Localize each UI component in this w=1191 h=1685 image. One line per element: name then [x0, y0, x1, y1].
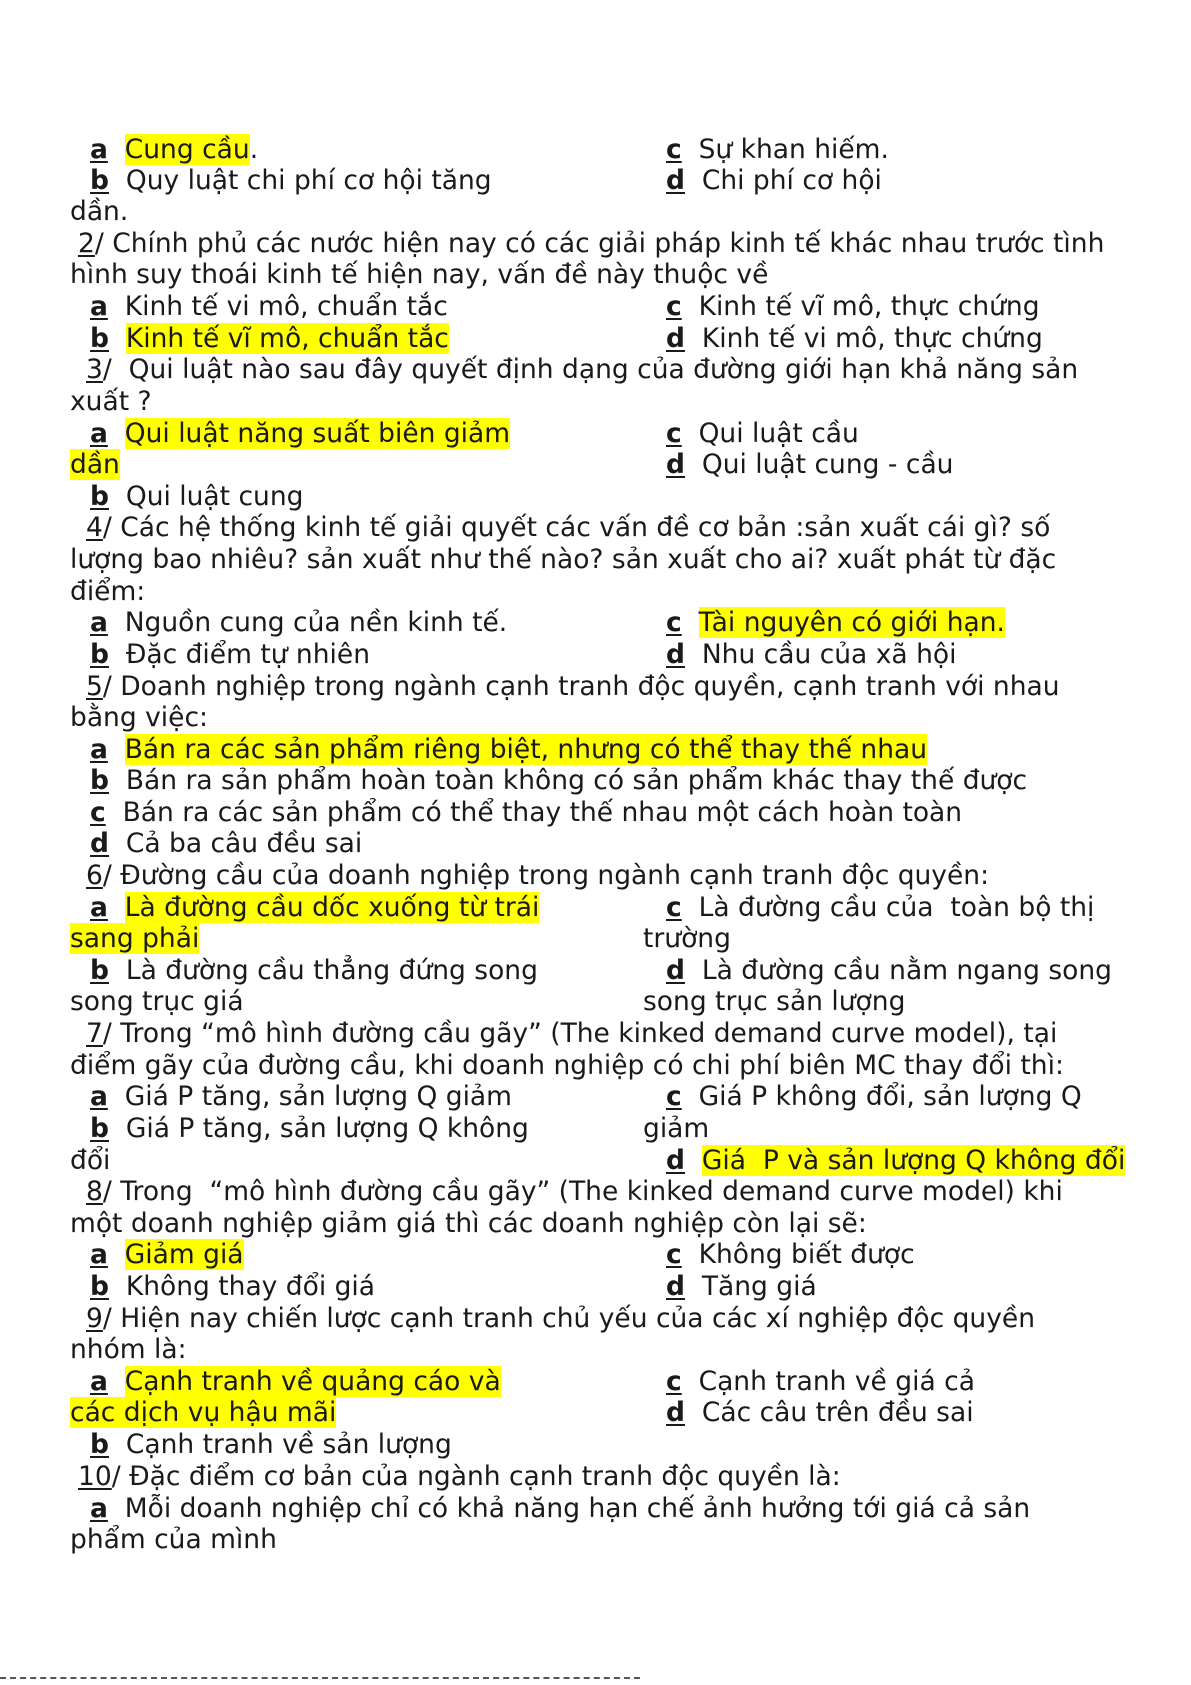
text-span: / Đặc điểm cơ bản của ngành cạnh tranh độc quyền là: — [111, 1461, 841, 1492]
text-span — [108, 418, 125, 449]
text-span: / Các hệ thống kinh tế giải quyết các vấn đề cơ bản :sản xuất cái gì? số — [102, 512, 1051, 543]
question-number: 2 — [78, 228, 95, 259]
question-number: 10 — [78, 1461, 112, 1492]
text-span: Không biết được — [681, 1239, 915, 1270]
option-letter: a — [90, 607, 108, 638]
highlighted-answer: các dịch vụ hậu mãi — [70, 1397, 337, 1428]
option-letter: a — [90, 1081, 108, 1112]
text-span: song trục giá — [70, 986, 244, 1017]
text-span: bằng việc: — [70, 702, 208, 733]
text-span: / Đường cầu của doanh nghiệp trong ngành cạnh tranh độc quyền: — [102, 860, 990, 891]
option-letter: a — [90, 1366, 108, 1397]
highlighted-answer: Qui luật năng suất biên giảm — [124, 418, 511, 449]
text-line — [90, 828, 362, 860]
text-line — [643, 1113, 709, 1145]
text-span: Sự khan hiếm. — [681, 134, 889, 165]
text-line — [90, 797, 962, 829]
text-line — [666, 418, 859, 450]
text-line — [90, 1493, 1030, 1525]
text-span: Kinh tế vi mô, chuẩn tắc — [107, 291, 448, 322]
text-line — [70, 1334, 187, 1366]
text-line — [90, 291, 448, 323]
text-span: Giá P tăng, sản lượng Q không — [108, 1113, 529, 1144]
text-span: Giá P không đổi, sản lượng Q — [681, 1081, 1082, 1112]
text-line — [643, 986, 905, 1018]
text-line — [70, 986, 244, 1018]
text-span: Không thay đổi giá — [108, 1271, 376, 1302]
option-letter: c — [666, 892, 682, 923]
text-span: Các câu trên đều sai — [684, 1397, 974, 1428]
text-line — [86, 1176, 1063, 1208]
text-span: Nguồn cung của nền kinh tế. — [107, 607, 508, 638]
text-line — [90, 734, 927, 766]
option-letter: a — [90, 892, 108, 923]
text-span: phẩm của mình — [70, 1524, 277, 1555]
text-line — [70, 449, 120, 481]
text-span: / Doanh nghiệp trong ngành cạnh tranh độc quyền, cạnh tranh với nhau — [102, 671, 1060, 702]
text-span: Chi phí cơ hội — [684, 165, 882, 196]
text-span: Là đường cầu thẳng đứng song — [108, 955, 538, 986]
highlighted-answer: Kinh tế vĩ mô, chuẩn tắc — [125, 323, 449, 354]
text-span: Cạnh tranh về giá cả — [681, 1366, 975, 1397]
option-letter: a — [90, 734, 108, 765]
text-span — [108, 134, 125, 165]
option-letter: d — [666, 1145, 685, 1176]
text-line — [666, 134, 889, 166]
option-letter: b — [90, 1113, 109, 1144]
text-span: Kinh tế vĩ mô, thực chứng — [681, 291, 1040, 322]
text-line — [666, 449, 953, 481]
text-span: / Chính phủ các nước hiện nay có các giải pháp kinh tế khác nhau trước tình — [94, 228, 1105, 259]
text-span: / Trong “mô hình đường cầu gãy” (The kinked demand curve model) khi — [102, 1176, 1063, 1207]
option-letter: b — [90, 765, 109, 796]
text-line — [90, 1113, 529, 1145]
option-letter: d — [666, 639, 685, 670]
text-line — [78, 228, 1104, 260]
text-line — [70, 544, 1056, 576]
option-letter: d — [666, 1397, 685, 1428]
text-line — [70, 1208, 867, 1240]
text-span — [108, 892, 125, 923]
text-line — [666, 165, 882, 197]
option-letter: b — [90, 1429, 109, 1460]
question-number: 6 — [86, 860, 103, 891]
text-span: Tăng giá — [684, 1271, 817, 1302]
text-line — [70, 923, 199, 955]
question-number: 7 — [86, 1018, 103, 1049]
text-span — [108, 1366, 125, 1397]
text-line — [90, 955, 538, 987]
text-span: Là đường cầu của toàn bộ thị — [681, 892, 1095, 923]
text-span — [108, 1239, 125, 1270]
text-line — [86, 671, 1060, 703]
text-line — [90, 892, 539, 924]
text-line — [90, 639, 370, 671]
option-letter: c — [666, 134, 682, 165]
text-line — [70, 1397, 336, 1429]
text-line — [90, 607, 507, 639]
text-line — [86, 512, 1050, 544]
option-letter: a — [90, 1493, 108, 1524]
option-letter: d — [666, 323, 685, 354]
text-line — [666, 1239, 915, 1271]
option-letter: c — [666, 1239, 682, 1270]
highlighted-answer: Cung cầu — [124, 134, 250, 165]
text-span: điểm gãy của đường cầu, khi doanh nghiệp có chi phí biên MC thay đổi thì: — [70, 1050, 1064, 1081]
text-line — [86, 1018, 1057, 1050]
text-span: dần. — [70, 196, 129, 227]
option-letter: d — [666, 1271, 685, 1302]
text-line — [666, 1397, 974, 1429]
text-line — [90, 1081, 512, 1113]
text-span: Kinh tế vi mô, thực chứng — [684, 323, 1043, 354]
text-span: / Trong “mô hình đường cầu gãy” (The kinked demand curve model), tại — [102, 1018, 1058, 1049]
text-line — [90, 165, 492, 197]
option-letter: a — [90, 134, 108, 165]
text-line — [90, 481, 303, 513]
highlighted-answer: Tài nguyên có giới hạn. — [698, 607, 1005, 638]
option-letter: d — [666, 165, 685, 196]
text-span: Cạnh tranh về sản lượng — [108, 1429, 452, 1460]
text-span: song trục sản lượng — [643, 986, 906, 1017]
text-line — [90, 134, 258, 166]
text-line — [90, 1239, 244, 1271]
text-line — [643, 923, 731, 955]
option-letter: b — [90, 955, 109, 986]
text-span — [109, 323, 126, 354]
question-number: 3 — [86, 354, 103, 385]
text-line — [666, 1366, 975, 1398]
text-line — [70, 576, 145, 608]
question-number: 5 — [86, 671, 103, 702]
text-span: Qui luật cung - cầu — [684, 449, 954, 480]
text-span: / Hiện nay chiến lược cạnh tranh chủ yếu của các xí nghiệp độc quyền — [102, 1303, 1035, 1334]
option-letter: a — [90, 418, 108, 449]
text-line — [90, 1366, 501, 1398]
text-span: Giá P tăng, sản lượng Q giảm — [107, 1081, 512, 1112]
option-letter: c — [666, 607, 682, 638]
text-line — [666, 291, 1040, 323]
question-number: 9 — [86, 1303, 103, 1334]
text-span: nhóm là: — [70, 1334, 187, 1365]
text-line — [90, 1429, 452, 1461]
text-line — [86, 1303, 1035, 1335]
text-line — [86, 354, 1078, 386]
text-span: Đặc điểm tự nhiên — [108, 639, 370, 670]
text-span: giảm — [643, 1113, 710, 1144]
option-letter: d — [666, 955, 685, 986]
option-letter: c — [666, 418, 682, 449]
option-letter: b — [90, 1271, 109, 1302]
text-span: Cả ba câu đều sai — [108, 828, 363, 859]
text-span — [682, 607, 699, 638]
highlighted-answer: Cạnh tranh về quảng cáo và — [124, 1366, 501, 1397]
text-span: Bán ra các sản phẩm có thể thay thế nhau một cách hoàn toàn — [105, 797, 963, 828]
text-line — [86, 860, 989, 892]
text-line — [666, 639, 956, 671]
option-letter: d — [666, 449, 685, 480]
text-line — [666, 1271, 817, 1303]
text-line — [90, 1271, 375, 1303]
text-span: đổi — [70, 1145, 111, 1176]
text-span: Bán ra sản phẩm hoàn toàn không có sản phẩm khác thay thế được — [108, 765, 1028, 796]
option-letter: c — [666, 291, 682, 322]
highlighted-answer: Giá P và sản lượng Q không đổi — [701, 1145, 1126, 1176]
option-letter: b — [90, 323, 109, 354]
text-span: Quy luật chi phí cơ hội tăng — [108, 165, 492, 196]
text-span: Qui luật cầu — [681, 418, 859, 449]
text-span — [685, 1145, 702, 1176]
text-span — [108, 734, 125, 765]
text-span: Qui luật cung — [108, 481, 304, 512]
highlighted-answer: dần — [70, 449, 120, 480]
page-bottom-rule — [0, 1677, 640, 1679]
option-letter: a — [90, 291, 108, 322]
option-letter: a — [90, 1239, 108, 1270]
text-line — [90, 765, 1027, 797]
highlighted-answer: Bán ra các sản phẩm riêng biệt, nhưng có thể thay thế nhau — [124, 734, 928, 765]
option-letter: d — [90, 828, 109, 859]
highlighted-answer: Là đường cầu dốc xuống từ trái — [124, 892, 540, 923]
text-span: Nhu cầu của xã hội — [684, 639, 957, 670]
text-span: Là đường cầu nằm ngang song — [684, 955, 1112, 986]
option-letter: c — [666, 1366, 682, 1397]
text-span: hình suy thoái kinh tế hiện nay, vấn đề này thuộc về — [70, 259, 769, 290]
option-letter: c — [90, 797, 106, 828]
option-letter: b — [90, 639, 109, 670]
question-number: 8 — [86, 1176, 103, 1207]
text-line — [78, 1461, 841, 1493]
question-number: 4 — [86, 512, 103, 543]
text-span: . — [249, 134, 259, 165]
text-line — [90, 323, 449, 355]
text-line — [666, 323, 1043, 355]
text-line — [666, 1145, 1125, 1177]
option-letter: b — [90, 165, 109, 196]
text-line — [70, 1050, 1064, 1082]
text-line — [70, 386, 152, 418]
text-span: điểm: — [70, 576, 146, 607]
text-line — [70, 1145, 110, 1177]
text-line — [70, 196, 128, 228]
text-span: / Qui luật nào sau đây quyết định dạng của đường giới hạn khả năng sản — [102, 354, 1079, 385]
highlighted-answer: Giảm giá — [124, 1239, 244, 1270]
option-letter: b — [90, 481, 109, 512]
text-line — [666, 1081, 1082, 1113]
text-span: Mỗi doanh nghiệp chỉ có khả năng hạn chế ảnh hưởng tới giá cả sản — [107, 1493, 1031, 1524]
text-span: xuất ? — [70, 386, 152, 417]
text-line — [90, 418, 510, 450]
text-line — [666, 892, 1094, 924]
text-line — [666, 955, 1112, 987]
text-span: một doanh nghiệp giảm giá thì các doanh nghiệp còn lại sẽ: — [70, 1208, 867, 1239]
text-span: trường — [643, 923, 731, 954]
text-span: lượng bao nhiêu? sản xuất như thế nào? sản xuất cho ai? xuất phát từ đặc — [70, 544, 1057, 575]
option-letter: c — [666, 1081, 682, 1112]
text-line — [70, 259, 768, 291]
text-line — [666, 607, 1005, 639]
text-line — [70, 1524, 277, 1556]
text-line — [70, 702, 208, 734]
highlighted-answer: sang phải — [70, 923, 200, 954]
